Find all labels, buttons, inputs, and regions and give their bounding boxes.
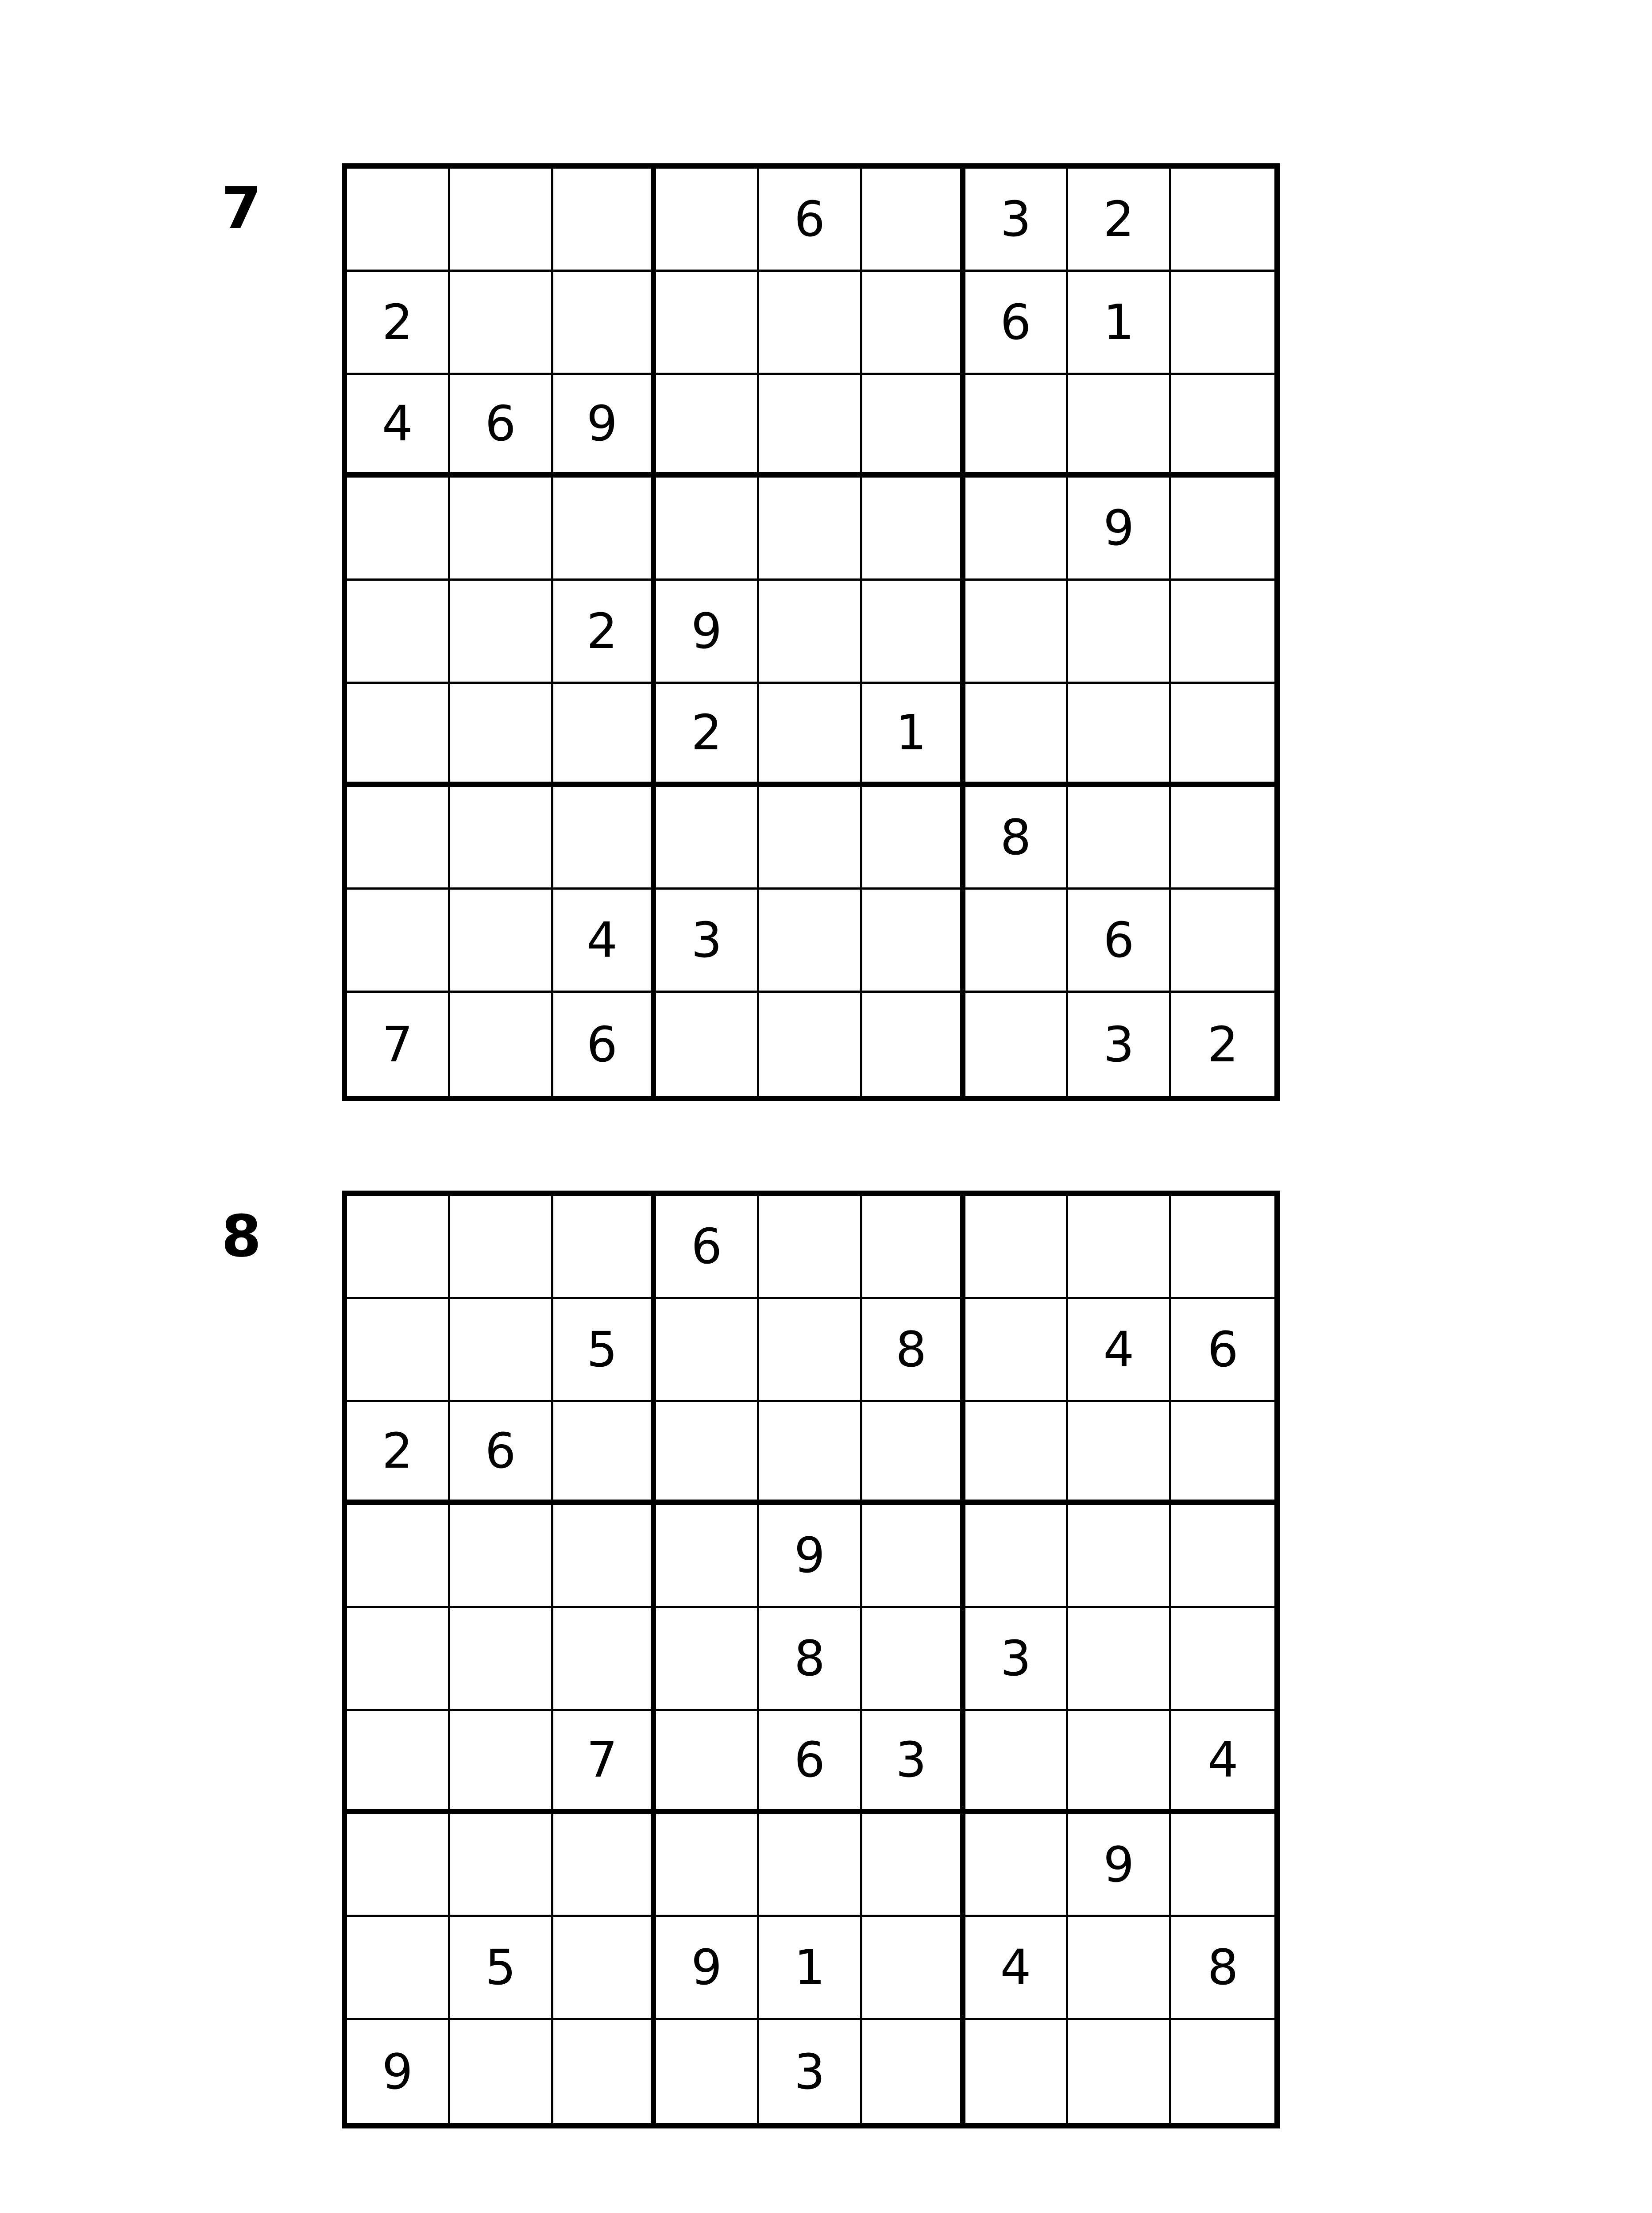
- puzzle-number-8: 8: [221, 1203, 262, 1270]
- sudoku-cell[interactable]: [965, 1196, 1069, 1299]
- sudoku-cell[interactable]: [965, 375, 1069, 478]
- sudoku-cell[interactable]: [553, 2020, 656, 2123]
- sudoku-cell[interactable]: [965, 2020, 1069, 2123]
- sudoku-cell[interactable]: [1171, 1608, 1274, 1711]
- sudoku-cell[interactable]: [553, 1814, 656, 1917]
- sudoku-cell[interactable]: [347, 890, 450, 993]
- sudoku-cell[interactable]: [450, 169, 553, 272]
- sudoku-cell[interactable]: 6: [965, 272, 1069, 375]
- sudoku-cell[interactable]: [553, 1505, 656, 1608]
- sudoku-cell[interactable]: [1171, 478, 1274, 581]
- sudoku-cell[interactable]: 9: [656, 1917, 759, 2020]
- sudoku-cell[interactable]: [347, 787, 450, 890]
- sudoku-cell[interactable]: [450, 581, 553, 684]
- sudoku-cell[interactable]: 5: [450, 1917, 553, 2020]
- sudoku-cell[interactable]: [450, 1299, 553, 1402]
- sudoku-cell[interactable]: [862, 1402, 965, 1505]
- sudoku-grid-8: [342, 1191, 1280, 2128]
- sudoku-cell[interactable]: [553, 1608, 656, 1711]
- sudoku-cell[interactable]: 8: [759, 1608, 862, 1711]
- sudoku-cell[interactable]: [1171, 787, 1274, 890]
- sudoku-cell[interactable]: [862, 169, 965, 272]
- sudoku-cell[interactable]: 3: [1068, 993, 1171, 1096]
- sudoku-cell[interactable]: 2: [1068, 169, 1171, 272]
- sudoku-cell[interactable]: 9: [656, 581, 759, 684]
- sudoku-cell[interactable]: [553, 787, 656, 890]
- sudoku-cell[interactable]: [450, 478, 553, 581]
- sudoku-cell[interactable]: [759, 375, 862, 478]
- sudoku-cell[interactable]: 6: [553, 993, 656, 1096]
- sudoku-cell[interactable]: [965, 684, 1069, 787]
- sudoku-cell[interactable]: 6: [450, 1402, 553, 1505]
- sudoku-cell[interactable]: [656, 169, 759, 272]
- sudoku-cell[interactable]: 4: [965, 1917, 1069, 2020]
- sudoku-cell[interactable]: [450, 1711, 553, 1814]
- sudoku-cell[interactable]: [862, 993, 965, 1096]
- sudoku-cell[interactable]: [656, 272, 759, 375]
- sudoku-cell[interactable]: [1171, 684, 1274, 787]
- sudoku-cell[interactable]: [656, 1814, 759, 1917]
- sudoku-cell[interactable]: 1: [862, 684, 965, 787]
- sudoku-cell[interactable]: [450, 272, 553, 375]
- sudoku-cell[interactable]: 9: [1068, 478, 1171, 581]
- sudoku-cell[interactable]: 6: [759, 169, 862, 272]
- sudoku-cell[interactable]: [553, 478, 656, 581]
- sudoku-cell[interactable]: 6: [656, 1196, 759, 1299]
- sudoku-cell[interactable]: 2: [1207, 1016, 1239, 1073]
- sudoku-cell[interactable]: [1068, 1917, 1171, 2020]
- sudoku-cell[interactable]: 4: [553, 890, 656, 993]
- sudoku-cell[interactable]: [656, 1402, 759, 1505]
- sudoku-cell[interactable]: [1068, 2020, 1171, 2123]
- sudoku-cell[interactable]: [759, 1299, 862, 1402]
- sudoku-cell[interactable]: [656, 1505, 759, 1608]
- sudoku-cell[interactable]: [759, 581, 862, 684]
- sudoku-cell[interactable]: [862, 272, 965, 375]
- sudoku-cell[interactable]: [1068, 787, 1171, 890]
- sudoku-cell[interactable]: [656, 478, 759, 581]
- sudoku-cell[interactable]: 3: [862, 1711, 965, 1814]
- sudoku-cell[interactable]: [759, 478, 862, 581]
- sudoku-cell[interactable]: 9: [759, 1505, 862, 1608]
- sudoku-cell[interactable]: [1171, 169, 1274, 272]
- sudoku-cell[interactable]: [862, 581, 965, 684]
- sudoku-cell[interactable]: [1171, 2020, 1274, 2123]
- sudoku-cell[interactable]: [1171, 1814, 1274, 1917]
- sudoku-cell[interactable]: [759, 1402, 862, 1505]
- sudoku-cell[interactable]: [450, 1814, 553, 1917]
- sudoku-cell[interactable]: 8: [965, 787, 1069, 890]
- sudoku-cell[interactable]: [965, 1299, 1069, 1402]
- sudoku-cell[interactable]: [759, 684, 862, 787]
- sudoku-cell[interactable]: [656, 787, 759, 890]
- sudoku-cell[interactable]: [1171, 272, 1274, 375]
- sudoku-cell[interactable]: 2: [553, 581, 656, 684]
- sudoku-cell[interactable]: [553, 684, 656, 787]
- sudoku-cell[interactable]: [450, 1608, 553, 1711]
- sudoku-cell[interactable]: [1171, 890, 1274, 993]
- sudoku-cell[interactable]: [862, 1608, 965, 1711]
- sudoku-cell[interactable]: 6: [450, 375, 553, 478]
- sudoku-cell[interactable]: 9: [1068, 1814, 1171, 1917]
- sudoku-cell[interactable]: 3: [656, 890, 759, 993]
- sudoku-cell[interactable]: [553, 1917, 656, 2020]
- sudoku-cell[interactable]: [1171, 375, 1274, 478]
- sudoku-cell[interactable]: [1068, 1196, 1171, 1299]
- sudoku-cell[interactable]: [450, 2020, 553, 2123]
- sudoku-cell[interactable]: [965, 581, 1069, 684]
- sudoku-cell[interactable]: [759, 993, 862, 1096]
- sudoku-cell[interactable]: [1171, 581, 1274, 684]
- sudoku-cell[interactable]: 1: [759, 1917, 862, 2020]
- sudoku-cell[interactable]: 1: [1068, 272, 1171, 375]
- sudoku-cell[interactable]: [347, 1608, 450, 1711]
- sudoku-cell[interactable]: [759, 1814, 862, 1917]
- sudoku-cell[interactable]: [450, 890, 553, 993]
- sudoku-cell[interactable]: [965, 890, 1069, 993]
- sudoku-cell[interactable]: [656, 1299, 759, 1402]
- sudoku-cell[interactable]: [862, 890, 965, 993]
- sudoku-cell[interactable]: [347, 1711, 450, 1814]
- sudoku-cell[interactable]: [553, 169, 656, 272]
- sudoku-cell[interactable]: [450, 684, 553, 787]
- sudoku-cell[interactable]: 6: [759, 1711, 862, 1814]
- sudoku-cell[interactable]: [347, 1299, 450, 1402]
- sudoku-cell[interactable]: [965, 1711, 1069, 1814]
- sudoku-cell[interactable]: 8: [1171, 1917, 1274, 2020]
- sudoku-cell[interactable]: [965, 478, 1069, 581]
- sudoku-cell[interactable]: 6: [1171, 1299, 1274, 1402]
- sudoku-cell[interactable]: 3: [965, 169, 1069, 272]
- sudoku-cell[interactable]: 9: [553, 375, 656, 478]
- sudoku-cell[interactable]: [553, 272, 656, 375]
- sudoku-cell[interactable]: [862, 787, 965, 890]
- sudoku-cell[interactable]: [965, 1402, 1069, 1505]
- sudoku-cell[interactable]: [759, 272, 862, 375]
- sudoku-cell[interactable]: [1068, 1608, 1171, 1711]
- sudoku-cell[interactable]: [965, 993, 1069, 1096]
- sudoku-cell[interactable]: 2: [347, 1402, 450, 1505]
- sudoku-cell[interactable]: [347, 684, 450, 787]
- sudoku-cell[interactable]: [1171, 1196, 1274, 1299]
- sudoku-cell[interactable]: 4: [347, 375, 450, 478]
- sudoku-cell[interactable]: [862, 478, 965, 581]
- sudoku-cell[interactable]: 7: [347, 993, 450, 1096]
- sudoku-cell[interactable]: [656, 2020, 759, 2123]
- sudoku-cell[interactable]: [862, 1917, 965, 2020]
- sudoku-cell[interactable]: [553, 1402, 656, 1505]
- sudoku-cell[interactable]: [1068, 1402, 1171, 1505]
- sudoku-cell[interactable]: 4: [1171, 1711, 1274, 1814]
- sudoku-cell[interactable]: 7: [553, 1711, 656, 1814]
- sudoku-cell[interactable]: [862, 2020, 965, 2123]
- sudoku-cell[interactable]: [1068, 375, 1171, 478]
- sudoku-cell[interactable]: [862, 1814, 965, 1917]
- sudoku-cell[interactable]: [1171, 1402, 1274, 1505]
- sudoku-cell[interactable]: [656, 375, 759, 478]
- sudoku-cell[interactable]: [450, 787, 553, 890]
- sudoku-cell[interactable]: [553, 1196, 656, 1299]
- sudoku-cell[interactable]: 3: [965, 1608, 1069, 1711]
- sudoku-cell[interactable]: [347, 1814, 450, 1917]
- sudoku-cell[interactable]: 2: [347, 272, 450, 375]
- sudoku-cell[interactable]: 4: [1068, 1299, 1171, 1402]
- sudoku-cell[interactable]: [1068, 581, 1171, 684]
- sudoku-cell[interactable]: [759, 787, 862, 890]
- sudoku-cell[interactable]: [862, 1196, 965, 1299]
- sudoku-cell[interactable]: [347, 1505, 450, 1608]
- sudoku-cell[interactable]: [759, 890, 862, 993]
- sudoku-cell[interactable]: [347, 581, 450, 684]
- sudoku-cell[interactable]: [347, 1196, 450, 1299]
- sudoku-cell[interactable]: [965, 1814, 1069, 1917]
- sudoku-cell[interactable]: [656, 993, 759, 1096]
- sudoku-cell[interactable]: [347, 1917, 450, 2020]
- sudoku-cell[interactable]: [1068, 1505, 1171, 1608]
- sudoku-cell[interactable]: 2: [656, 684, 759, 787]
- sudoku-grid-7: [342, 163, 1280, 1101]
- sudoku-cell[interactable]: [656, 1711, 759, 1814]
- sudoku-cell[interactable]: 6: [1068, 890, 1171, 993]
- sudoku-cell[interactable]: [656, 1608, 759, 1711]
- sudoku-cell[interactable]: [450, 993, 553, 1096]
- sudoku-cell[interactable]: [450, 1505, 553, 1608]
- sudoku-cell[interactable]: [862, 375, 965, 478]
- sudoku-cell[interactable]: [450, 1196, 553, 1299]
- sudoku-cell[interactable]: [1068, 684, 1171, 787]
- sudoku-cell[interactable]: 8: [862, 1299, 965, 1402]
- sudoku-cell[interactable]: [862, 1505, 965, 1608]
- sudoku-cell[interactable]: [965, 1505, 1069, 1608]
- sudoku-cell[interactable]: 3: [759, 2020, 862, 2123]
- sudoku-cell[interactable]: [347, 169, 450, 272]
- sudoku-cell[interactable]: 5: [553, 1299, 656, 1402]
- sudoku-cell[interactable]: [759, 1196, 862, 1299]
- sudoku-cell[interactable]: [1171, 1505, 1274, 1608]
- sudoku-cell[interactable]: [347, 478, 450, 581]
- sudoku-cell[interactable]: [1068, 1711, 1171, 1814]
- puzzle-number-7: 7: [221, 174, 262, 242]
- sudoku-cell[interactable]: 9: [347, 2020, 450, 2123]
